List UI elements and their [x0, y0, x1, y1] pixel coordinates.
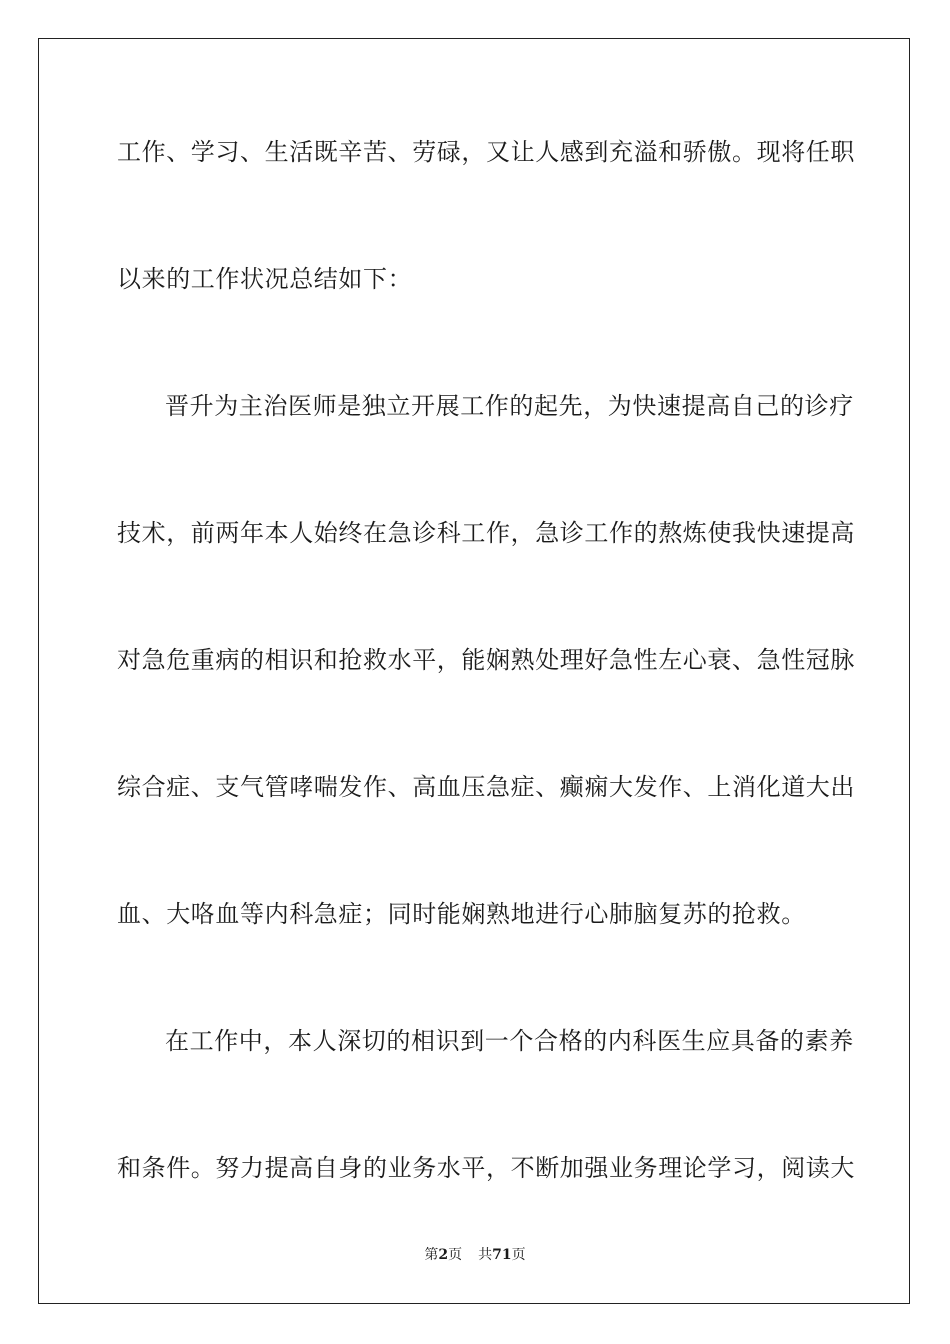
footer-page-prefix: 第 — [424, 1247, 439, 1263]
body-line-9: 和条件。努力提高自身的业务水平，不断加强业务理论学习，阅读大 — [117, 1154, 855, 1182]
footer-page-suffix: 页 — [448, 1247, 463, 1263]
body-line-8: 在工作中，本人深切的相识到一个合格的内科医生应具备的素养 — [165, 1027, 854, 1055]
body-line-3: 晋升为主治医师是独立开展工作的起先，为快速提高自己的诊疗 — [165, 392, 854, 420]
footer-page-number: 2 — [438, 1247, 449, 1263]
footer-total-pages: 71 — [492, 1247, 512, 1263]
body-line-2: 以来的工作状况总结如下： — [117, 265, 413, 293]
body-line-6: 综合症、支气管哮喘发作、高血压急症、癫痫大发作、上消化道大出 — [117, 773, 855, 801]
body-line-4: 技术，前两年本人始终在急诊科工作，急诊工作的熬炼使我快速提高 — [117, 519, 855, 547]
page-footer — [0, 1245, 950, 1265]
body-line-7: 血、大咯血等内科急症；同时能娴熟地进行心肺脑复苏的抢救。 — [117, 900, 806, 928]
footer-total-prefix: 共 — [478, 1247, 493, 1263]
body-line-5: 对急危重病的相识和抢救水平，能娴熟处理好急性左心衰、急性冠脉 — [117, 646, 855, 674]
body-line-1: 工作、学习、生活既辛苦、劳碌，又让人感到充溢和骄傲。现将任职 — [117, 138, 855, 166]
footer-total-suffix: 页 — [511, 1247, 526, 1263]
